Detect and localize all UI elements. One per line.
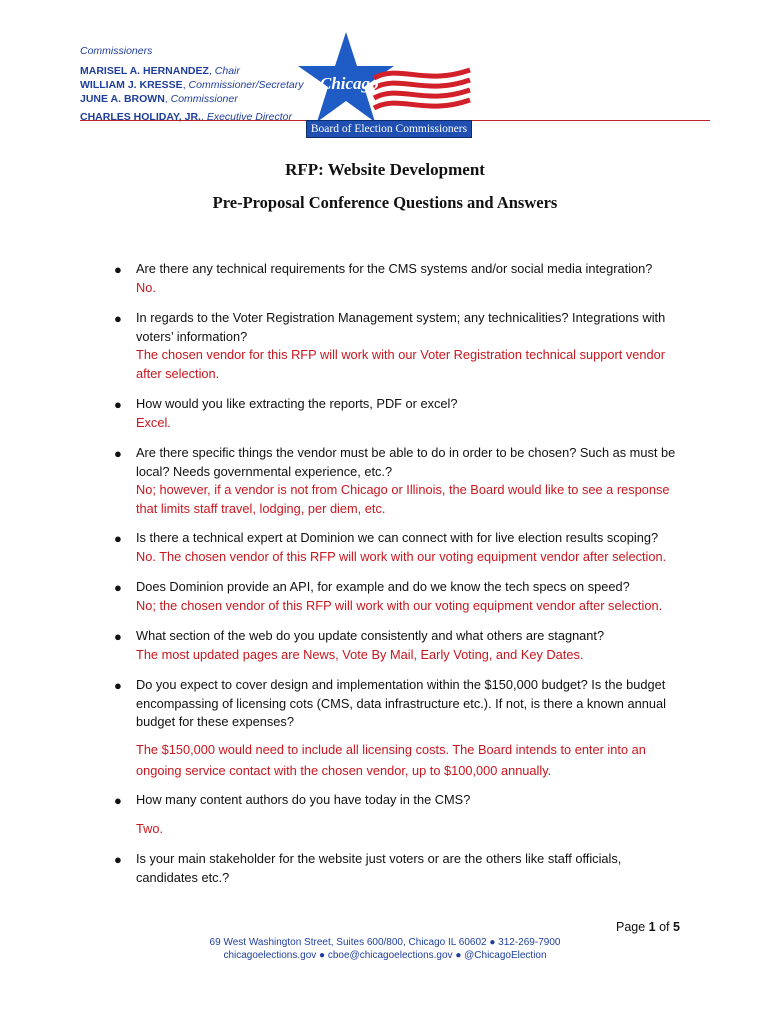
commissioner-row: JUNE A. BROWN, Commissioner xyxy=(80,93,238,105)
bullet-icon: ● xyxy=(114,852,122,867)
answer-text: Two. xyxy=(136,821,164,836)
commissioners-label: Commissioners xyxy=(80,45,153,57)
answer-text: No. xyxy=(136,280,156,295)
executive-director-role: Executive Director xyxy=(206,111,293,123)
commissioner-role: Commissioner/Secretary xyxy=(188,79,304,91)
bullet-icon: ● xyxy=(114,397,122,412)
commissioner-row: MARISEL A. HERNANDEZ, Chair xyxy=(80,65,240,77)
bullet-icon: ● xyxy=(114,311,122,326)
footer-address: 69 West Washington Street, Suites 600/800, Chicago IL 60602 ● 312-269-7900 xyxy=(209,937,561,948)
question-text: In regards to the Voter Registration Management system; any technicalities? Integrations with voters’ information? xyxy=(136,310,666,344)
flag-icon xyxy=(370,64,474,122)
answer-text: Excel. xyxy=(136,415,171,430)
logo-board-text: Board of Election Commissioners xyxy=(306,120,472,138)
question-text: Is your main stakeholder for the website just voters or are the others like staff officials, candidates etc.? xyxy=(136,851,622,885)
document-subtitle: Pre-Proposal Conference Questions and Answers xyxy=(212,193,558,212)
question-text: Do you expect to cover design and implementation within the $150,000 budget? Is the budget encompassing of licensing cots (CMS, data infrastructure etc.). If not, is there a known annual budget for these expenses? xyxy=(136,677,666,730)
executive-director-row: CHARLES HOLIDAY, JR., Executive Director xyxy=(80,111,293,123)
bullet-icon: ● xyxy=(114,580,122,595)
page-prefix: Page xyxy=(616,920,649,934)
page-of: of xyxy=(655,920,673,934)
answer-text: No; however, if a vendor is not from Chicago or Illinois, the Board would like to see a response that limits staff travel, lodging, per diem, etc. xyxy=(136,482,670,516)
bullet-icon: ● xyxy=(114,678,122,693)
commissioner-role: Chair xyxy=(214,65,240,77)
commissioners-block xyxy=(80,44,303,124)
commissioner-name: MARISEL A. HERNANDEZ xyxy=(80,65,209,77)
document-title: RFP: Website Development xyxy=(285,160,485,179)
commissioner-row: WILLIAM J. KRESSE, Commissioner/Secretary xyxy=(80,79,304,91)
bullet-icon: ● xyxy=(114,629,122,644)
answer-text: No. The chosen vendor of this RFP will work with our voting equipment vendor after selection. xyxy=(136,549,667,564)
board-logo xyxy=(298,30,478,140)
answer-text: The $150,000 would need to include all licensing costs. The Board intends to enter into an ongoing service contact with the chosen vendor, up to $100,000 annually. xyxy=(136,742,646,778)
commissioner-name: WILLIAM J. KRESSE xyxy=(80,79,183,91)
answer-text: No; the chosen vendor of this RFP will work with our voting equipment vendor after selection. xyxy=(136,598,663,613)
executive-director-name: CHARLES HOLIDAY, JR. xyxy=(80,111,201,123)
commissioner-role: Commissioner xyxy=(170,93,238,105)
question-text: Are there any technical requirements for the CMS systems and/or social media integration? xyxy=(136,261,653,276)
question-text: Are there specific things the vendor must be able to do in order to be chosen? Such as must be local? Needs governmental experience, etc.? xyxy=(136,445,676,479)
commissioner-name: JUNE A. BROWN xyxy=(80,93,165,105)
bullet-icon: ● xyxy=(114,531,122,546)
page-total: 5 xyxy=(673,920,680,934)
footer-contacts: chicagoelections.gov ● cboe@chicagoelections.gov ● @ChicagoElection xyxy=(223,950,547,961)
question-text: What section of the web do you update consistently and what others are stagnant? xyxy=(136,628,605,643)
page-number xyxy=(616,920,680,934)
logo-city-text: Chicago xyxy=(320,74,379,93)
answer-text: The most updated pages are News, Vote By Mail, Early Voting, and Key Dates. xyxy=(136,647,584,662)
question-text: Does Dominion provide an API, for example and do we know the tech specs on speed? xyxy=(136,579,630,594)
bullet-icon: ● xyxy=(114,793,122,808)
question-text: How many content authors do you have today in the CMS? xyxy=(136,792,471,807)
question-text: How would you like extracting the reports, PDF or excel? xyxy=(136,396,458,411)
bullet-icon: ● xyxy=(114,262,122,277)
bullet-icon: ● xyxy=(114,446,122,461)
question-text: Is there a technical expert at Dominion we can connect with for live election results scoping? xyxy=(136,530,659,545)
answer-text: The chosen vendor for this RFP will work with our Voter Registration technical support vendor after selection. xyxy=(136,347,665,381)
page-current: 1 xyxy=(648,920,656,934)
